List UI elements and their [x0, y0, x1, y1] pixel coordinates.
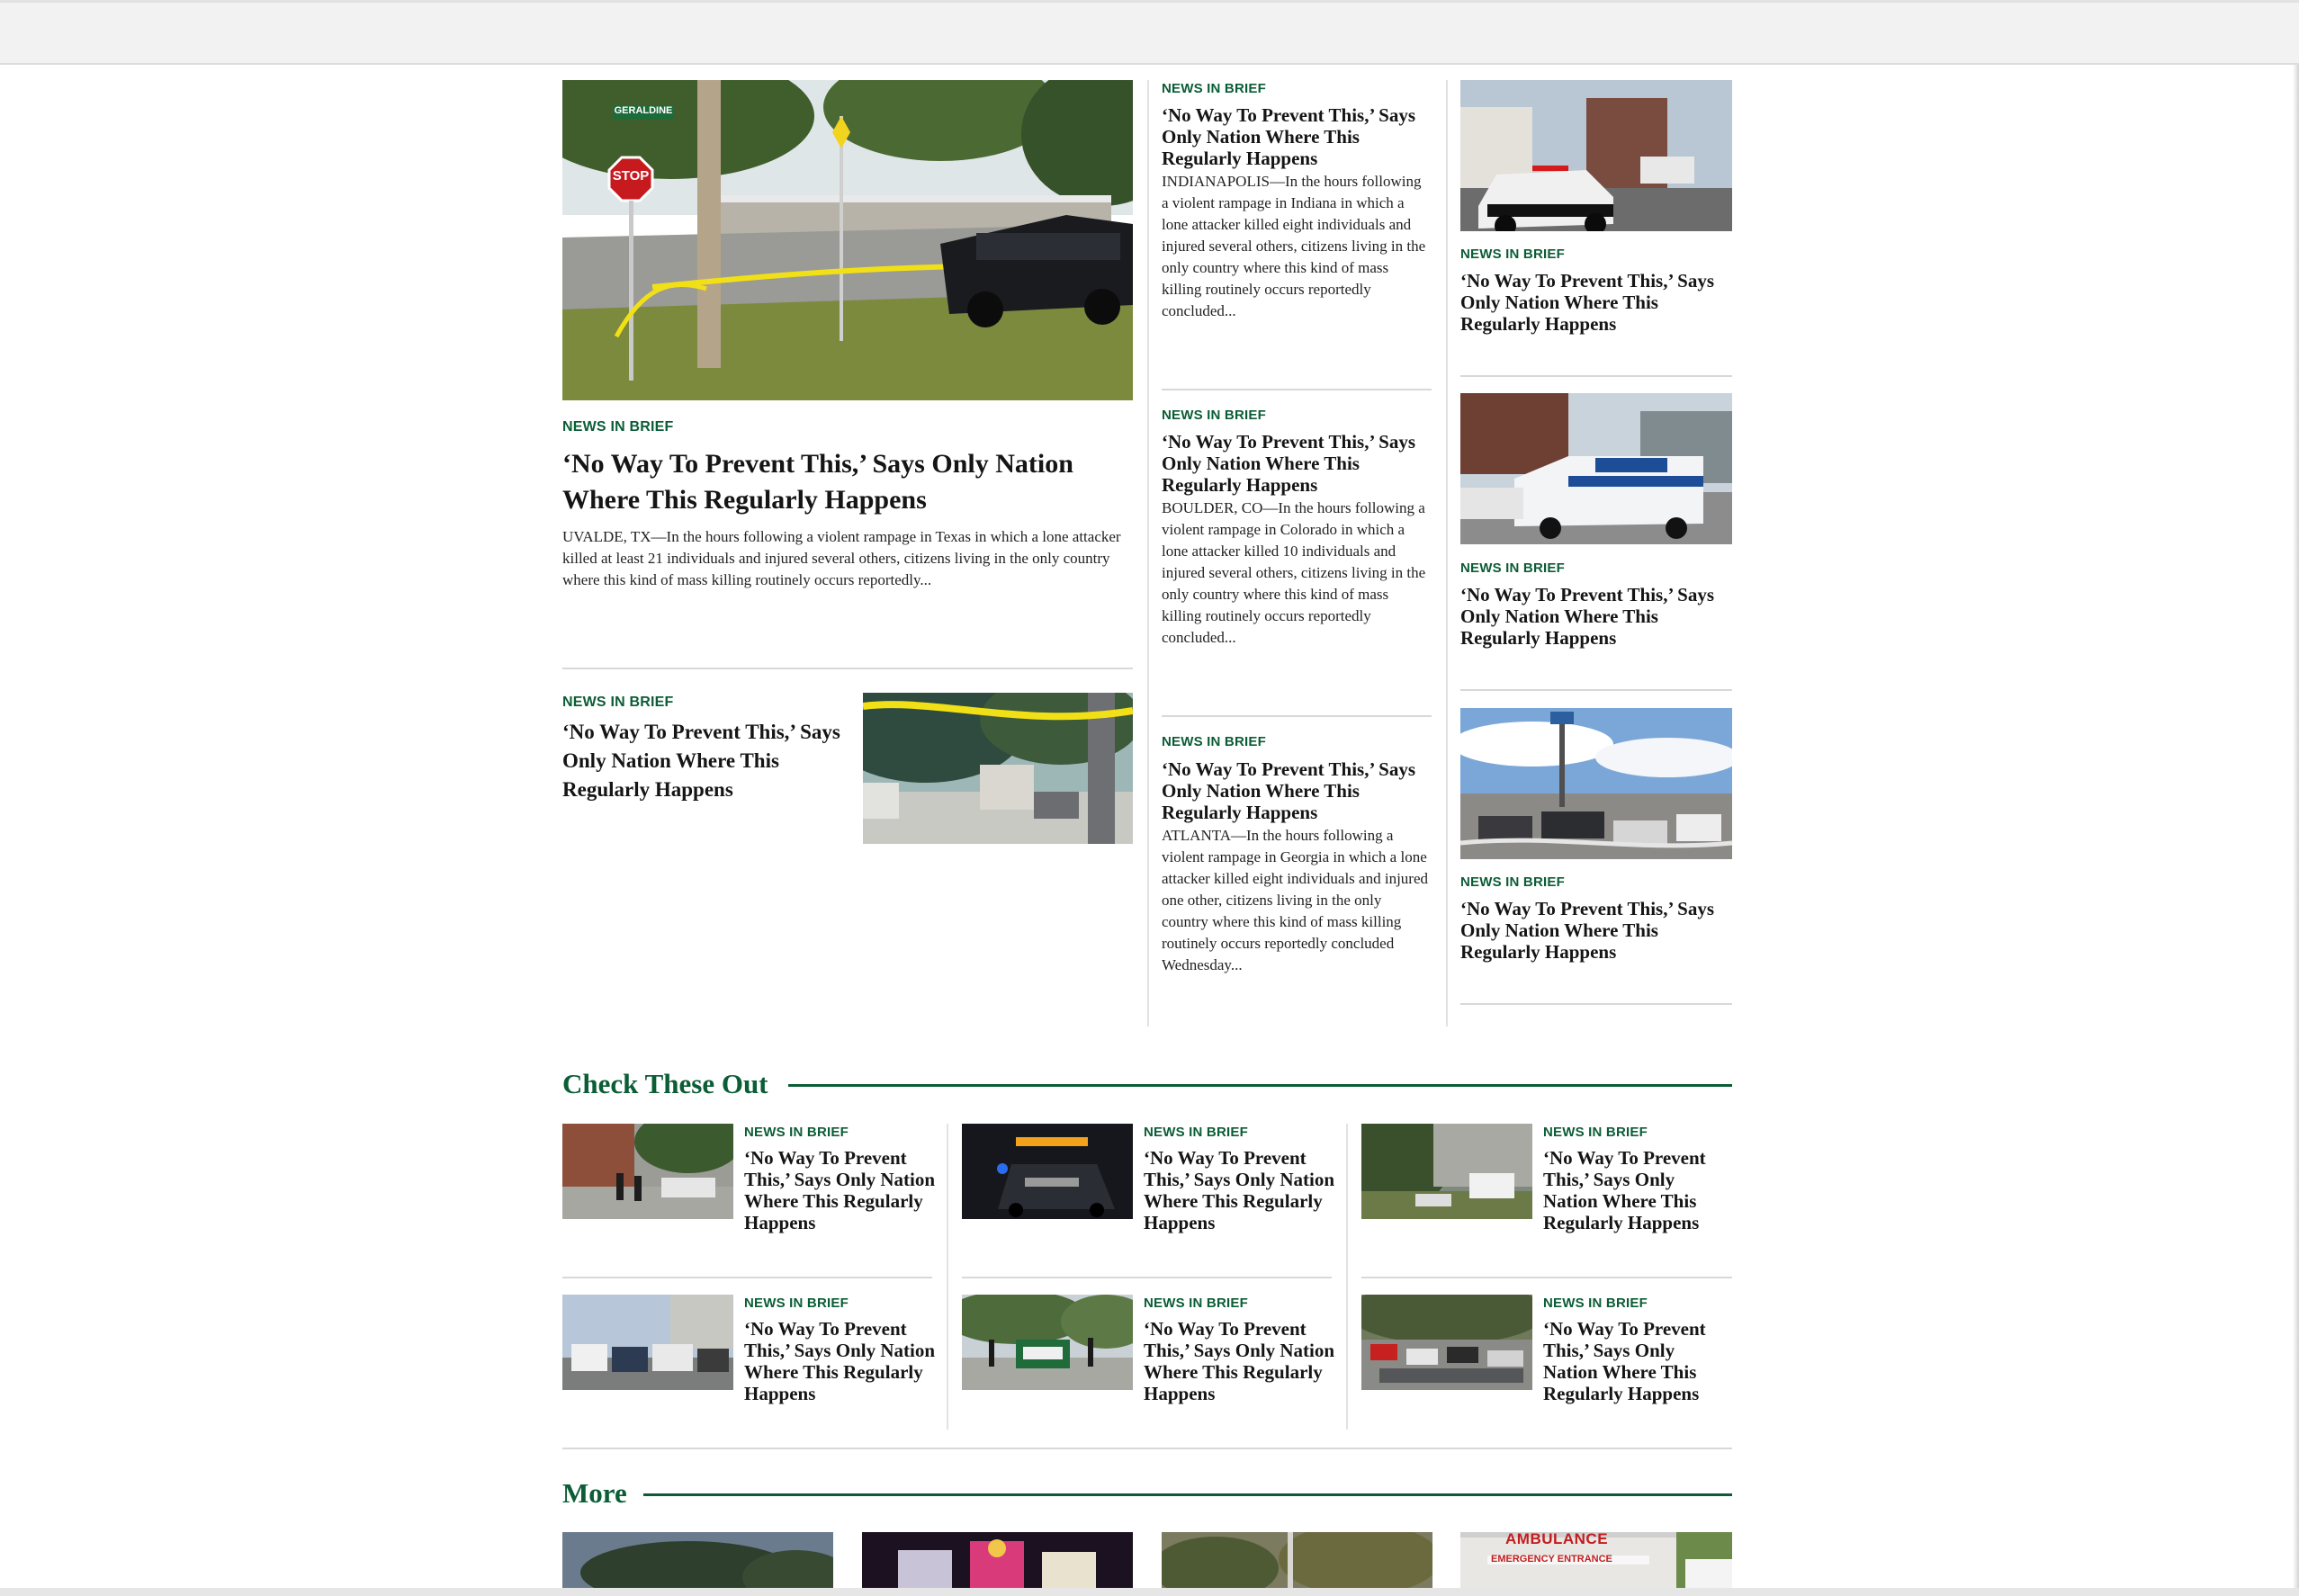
more-story-3-image[interactable] [1162, 1532, 1432, 1588]
story-image[interactable] [863, 693, 1133, 844]
check-story-4-kicker[interactable]: NEWS IN BRIEF [744, 1296, 849, 1311]
right-story-3-kicker[interactable]: NEWS IN BRIEF [1460, 874, 1565, 890]
lead-story-image[interactable] [562, 80, 1133, 400]
right-story-2-headline[interactable]: ‘No Way To Prevent This,’ Says Only Nation Where This Regularly Happens [1460, 584, 1715, 649]
check-story-3-headline[interactable]: ‘No Way To Prevent This,’ Says Only Nation Where This Regularly Happens [1543, 1147, 1706, 1233]
check-story-4-image[interactable] [562, 1295, 733, 1390]
check-story-5-image[interactable] [962, 1295, 1133, 1390]
check-story-3-kicker[interactable]: NEWS IN BRIEF [1543, 1125, 1648, 1140]
section-rule [643, 1493, 1732, 1496]
emergency-sign-text: EMERGENCY ENTRANCE [1491, 1554, 1612, 1565]
lead-story-dek: UVALDE, TX—In the hours following a violent rampage in Texas in which a lone attacker killed at least 21 individuals and injured several others, citizens living in the only country where this kind of mass killing routinely occurs reportedly... [562, 528, 1121, 588]
check-story-1-image[interactable] [562, 1124, 733, 1219]
right-story-3-image[interactable] [1460, 708, 1732, 859]
check-story-6-headline[interactable]: ‘No Way To Prevent This,’ Says Only Nation Where This Regularly Happens [1543, 1318, 1706, 1404]
right-story-2-kicker[interactable]: NEWS IN BRIEF [1460, 560, 1565, 576]
story-kicker[interactable]: NEWS IN BRIEF [562, 695, 674, 710]
middle-story-3-headline[interactable]: ‘No Way To Prevent This,’ Says Only Nation Where This Regularly Happens [1162, 758, 1416, 823]
street-sign-text: GERALDINE [614, 105, 673, 116]
check-story-1-kicker[interactable]: NEWS IN BRIEF [744, 1125, 849, 1140]
middle-story-1-headline[interactable]: ‘No Way To Prevent This,’ Says Only Nation Where This Regularly Happens [1162, 104, 1416, 169]
column-divider [947, 1124, 948, 1430]
middle-story-3-kicker[interactable]: NEWS IN BRIEF [1162, 734, 1266, 749]
check-story-6-image[interactable] [1361, 1295, 1532, 1390]
divider [962, 1277, 1332, 1278]
middle-story-2-headline[interactable]: ‘No Way To Prevent This,’ Says Only Nation Where This Regularly Happens [1162, 431, 1416, 496]
check-story-2-headline[interactable]: ‘No Way To Prevent This,’ Says Only Nation Where This Regularly Happens [1144, 1147, 1334, 1233]
check-story-5-kicker[interactable]: NEWS IN BRIEF [1144, 1296, 1248, 1311]
right-story-2-image[interactable] [1460, 393, 1732, 544]
middle-story-1-kicker[interactable]: NEWS IN BRIEF [1162, 81, 1266, 96]
lead-story-kicker[interactable]: NEWS IN BRIEF [562, 419, 674, 435]
section-title-check-these-out[interactable]: Check These Out [562, 1068, 768, 1099]
more-story-2-image[interactable] [862, 1532, 1133, 1588]
check-story-3-image[interactable] [1361, 1124, 1532, 1219]
window-edge [2293, 65, 2299, 1596]
middle-story-2-kicker[interactable]: NEWS IN BRIEF [1162, 408, 1266, 423]
browser-toolbar [0, 0, 2299, 65]
check-story-2-kicker[interactable]: NEWS IN BRIEF [1144, 1125, 1248, 1140]
right-story-1-image[interactable] [1460, 80, 1732, 231]
divider [1361, 1277, 1732, 1278]
story-headline[interactable]: ‘No Way To Prevent This,’ Says Only Nation Where This Regularly Happens [562, 721, 840, 801]
article-grid [561, 65, 1733, 1588]
column-divider [1346, 1124, 1348, 1430]
stop-sign-text: STOP [612, 168, 650, 184]
divider [1460, 689, 1732, 691]
more-story-1-image[interactable] [562, 1532, 833, 1588]
check-story-1-headline[interactable]: ‘No Way To Prevent This,’ Says Only Nation Where This Regularly Happens [744, 1147, 935, 1233]
divider [1162, 715, 1432, 717]
right-story-3-headline[interactable]: ‘No Way To Prevent This,’ Says Only Nation Where This Regularly Happens [1460, 898, 1715, 963]
middle-story-1-dek: INDIANAPOLIS—In the hours following a violent rampage in Indiana in which a lone attacker killed eight individuals and injured several others, citizens living in the only country where this kind of mass killing routinely occurs reportedly concluded... [1162, 173, 1426, 319]
check-story-4-headline[interactable]: ‘No Way To Prevent This,’ Says Only Nation Where This Regularly Happens [744, 1318, 935, 1404]
divider [562, 668, 1133, 669]
divider [562, 1277, 932, 1278]
section-title-more[interactable]: More [562, 1477, 627, 1509]
lead-story-headline[interactable]: ‘No Way To Prevent This,’ Says Only Nation Where This Regularly Happens [562, 449, 1073, 515]
column-divider [1446, 80, 1448, 1027]
divider [562, 1448, 1732, 1449]
right-story-1-headline[interactable]: ‘No Way To Prevent This,’ Says Only Nation Where This Regularly Happens [1460, 270, 1715, 335]
section-rule [788, 1084, 1732, 1087]
middle-story-2-dek: BOULDER, CO—In the hours following a violent rampage in Colorado in which a lone attacker killed 10 individuals and injured several others, citizens living in the only country where this kind of mass killing routinely occurs reportedly concluded... [1162, 499, 1426, 646]
more-story-4-image[interactable] [1460, 1532, 1732, 1588]
check-story-2-image[interactable] [962, 1124, 1133, 1219]
right-story-1-kicker[interactable]: NEWS IN BRIEF [1460, 247, 1565, 262]
middle-story-3-dek: ATLANTA—In the hours following a violent rampage in Georgia in which a lone attacker killed eight individuals and injured one other, citizens living in the only country where this kind of mass killing routinely occurs reportedly concluded Wednesday... [1162, 827, 1428, 973]
column-divider [1147, 80, 1149, 1027]
divider [1460, 1003, 1732, 1005]
window-bottom-edge [0, 1588, 2299, 1596]
ambulance-sign-text: AMBULANCE [1505, 1532, 1609, 1547]
divider [1460, 375, 1732, 377]
check-story-5-headline[interactable]: ‘No Way To Prevent This,’ Says Only Nation Where This Regularly Happens [1144, 1318, 1334, 1404]
divider [1162, 389, 1432, 390]
check-story-6-kicker[interactable]: NEWS IN BRIEF [1543, 1296, 1648, 1311]
